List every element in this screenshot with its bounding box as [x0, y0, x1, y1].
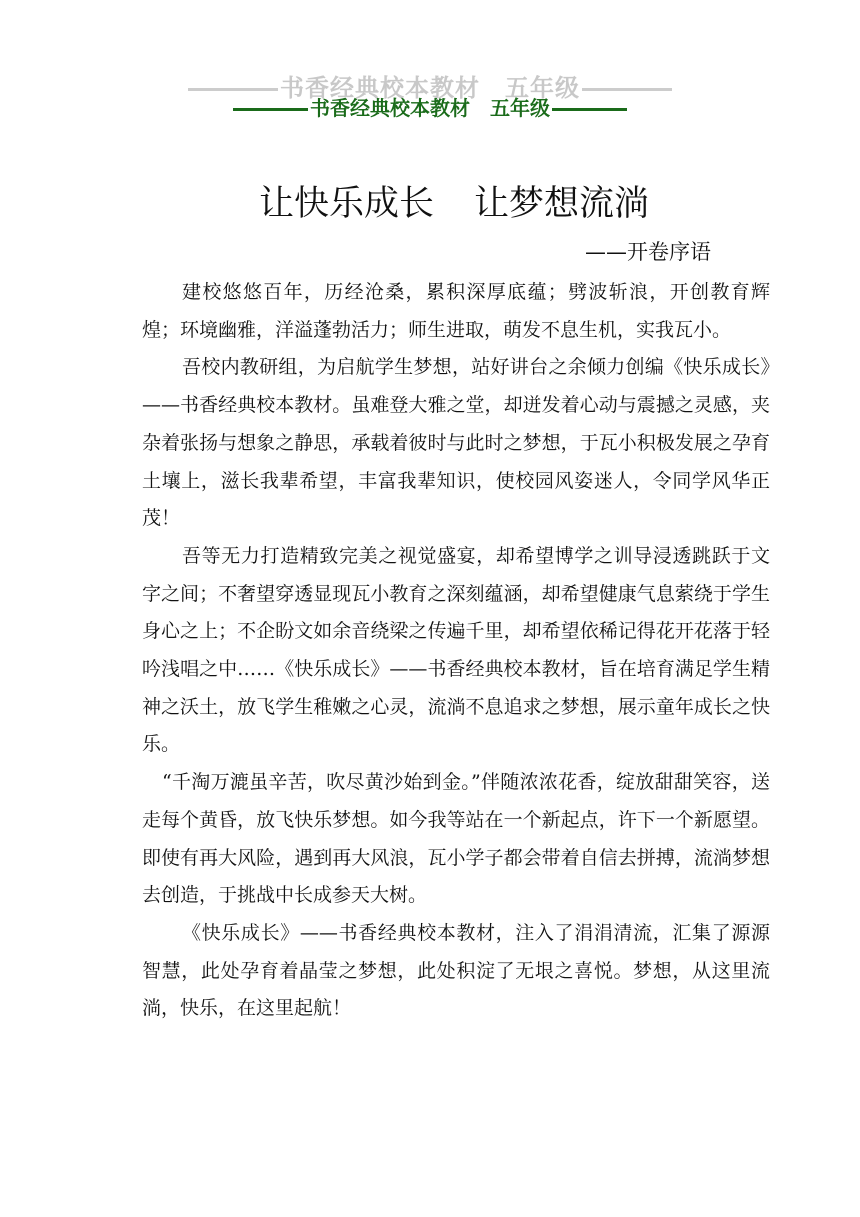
paragraph-2: 吾校内教研组，为启航学生梦想，站好讲台之余倾力创编《快乐成长》——书香经典校本教材。虽难登大雅之堂，却迸发着心动与震撼之灵感，夹杂着张扬与想象之静思，承载着彼时与此时之梦想，于瓦小积极发展之孕育土壤上，滋长我辈希望，丰富我辈知识，使校园风姿迷人，令同学风华正茂！	[142, 356, 770, 530]
title-part-1: 让快乐成长	[258, 184, 434, 224]
title-part-2: 让梦想流淌	[474, 184, 650, 224]
page-header	[0, 92, 860, 121]
header-ghost-right-rule	[582, 88, 672, 91]
paragraph-3: 吾等无力打造精致完美之视觉盛宴，却希望博学之训导浸透跳跃于文字之间；不奢望穿透显现瓦小教育之深刻蕴涵，却希望健康气息萦绕于学生身心之上；不企盼文如余音绕梁之传遍千里，却希望依稀记得花开花落于轻吟浅唱之中……《快乐成长》——书香经典校本教材，旨在培育满足学生精神之沃土，放飞学生稚嫩之心灵，流淌不息追求之梦想，展示童年成长之快乐。	[142, 544, 770, 756]
header-text: 书香经典校本教材 五年级	[310, 96, 550, 120]
header-left-rule	[233, 108, 308, 111]
paragraph-1: 建校悠悠百年，历经沧桑，累积深厚底蕴；劈波斩浪，开创教育辉煌；环境幽雅，洋溢蓬勃活力；师生进取，萌发不息生机，实我瓦小。	[142, 281, 770, 341]
paragraph-4: “千淘万漉虽辛苦，吹尽黄沙始到金。”伴随浓浓花香，绽放甜甜笑容，送走每个黄昏，放飞快乐梦想。如今我等站在一个新起点，许下一个新愿望。即使有再大风险，遇到再大风浪，瓦小学子都会带着自信去拼搏，流淌梦想去创造，于挑战中长成参天大树。	[142, 771, 770, 907]
header-ghost-left-rule	[188, 88, 278, 91]
page-subtitle: ——开卷序语	[585, 240, 711, 264]
page-title	[0, 176, 860, 226]
header-ghost-text: 书香经典校本教材 五年级	[280, 74, 580, 102]
body-text	[142, 274, 770, 1028]
paragraph-5: 《快乐成长》——书香经典校本教材，注入了涓涓清流，汇集了源源智慧，此处孕育着晶莹之梦想，此处积淀了无垠之喜悦。梦想，从这里流淌，快乐，在这里起航！	[142, 921, 770, 1020]
header-right-rule	[552, 108, 627, 111]
